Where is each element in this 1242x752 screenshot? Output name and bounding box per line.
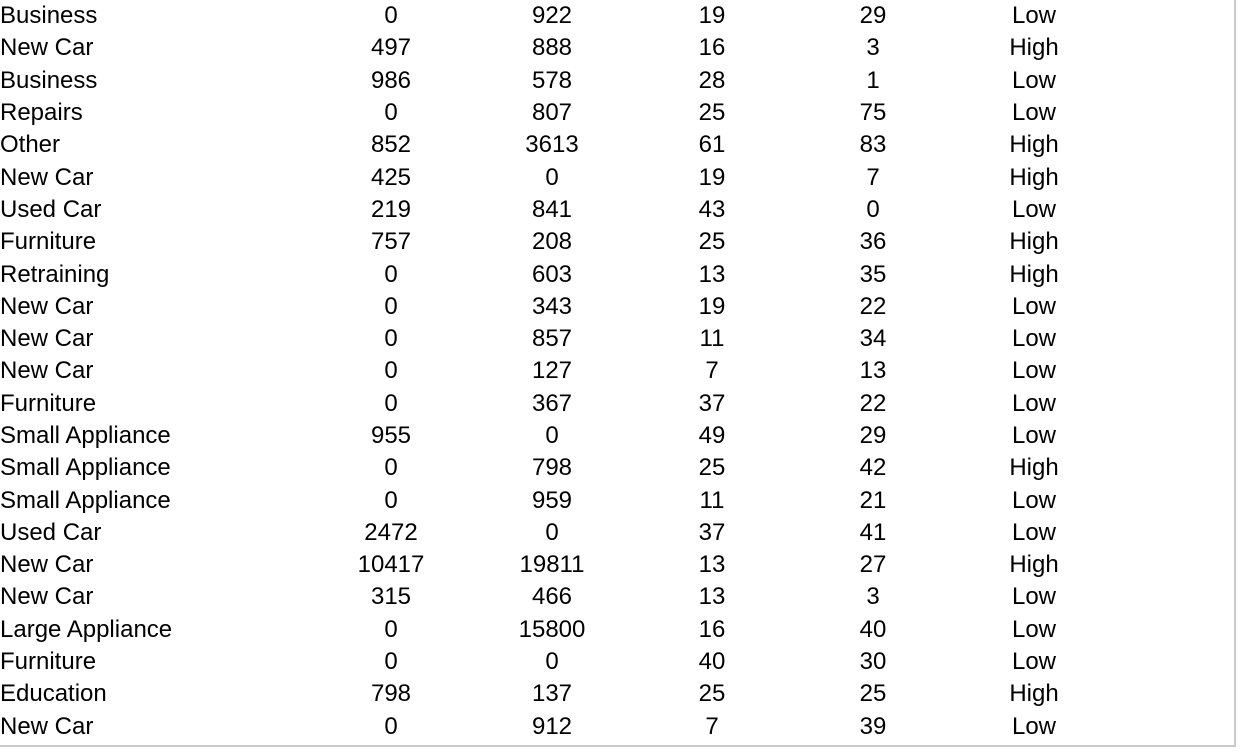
cell-value-3[interactable]: 7 [705,712,719,740]
cell-value-3[interactable]: 37 [698,389,726,417]
cell-purpose[interactable]: Business [0,2,98,30]
cell-value-3[interactable]: 19 [698,2,726,30]
table-row [0,355,1114,387]
cell-value-1[interactable]: 852 [370,131,412,159]
cell-value-1[interactable]: 986 [370,66,412,94]
cell-value-2[interactable]: 888 [531,34,573,62]
cell-value-1[interactable]: 955 [370,422,412,449]
cell-value-4[interactable]: 42 [859,454,887,482]
cell-value-2[interactable]: 912 [531,712,573,740]
cell-value-3[interactable]: 61 [698,131,726,159]
cell-risk[interactable]: High [1009,163,1059,191]
cell-value-1[interactable]: 798 [370,680,412,708]
cell-value-4[interactable]: 40 [859,615,887,643]
cell-value-4[interactable]: 7 [866,163,880,191]
cell-value-1[interactable]: 425 [370,163,412,191]
table-row [0,226,1114,258]
cell-value-2[interactable]: 603 [531,260,573,288]
cell-value-2[interactable]: 367 [531,389,573,417]
table-row [0,0,1114,32]
table-row [0,258,1114,290]
cell-purpose[interactable]: New Car [0,551,94,579]
cell-purpose[interactable]: New Car [0,292,94,320]
cell-value-4[interactable]: 30 [859,648,887,676]
table-row [0,517,1114,549]
table-row [0,194,1114,226]
table-row [0,420,1114,452]
cell-risk[interactable]: Low [1011,583,1057,611]
cell-value-4[interactable]: 39 [859,712,887,740]
cell-value-4[interactable]: 36 [859,228,887,256]
table-row [0,484,1114,516]
cell-value-2[interactable]: 578 [531,66,573,94]
cell-purpose[interactable]: Used Car [0,518,102,546]
cell-value-3[interactable]: 7 [705,357,719,385]
cell-value-3[interactable]: 37 [698,518,726,546]
cell-value-3[interactable]: 40 [698,648,726,676]
table-row [0,65,1114,97]
cell-value-3[interactable]: 11 [699,486,725,514]
cell-value-2[interactable]: 0 [545,163,559,191]
cell-value-4[interactable]: 27 [859,551,887,579]
cell-value-1[interactable]: 315 [370,583,412,611]
cell-value-2[interactable]: 798 [531,454,573,482]
table-row [0,32,1114,64]
cell-value-3[interactable]: 16 [698,34,726,62]
cell-purpose[interactable]: Large Appliance [0,615,173,643]
cell-risk[interactable]: High [1009,228,1059,256]
cell-value-3[interactable]: 25 [698,99,726,127]
cell-purpose[interactable]: New Car [0,163,94,191]
cell-value-2[interactable]: 807 [531,99,573,127]
cell-value-1[interactable]: 0 [384,648,398,676]
cell-value-3[interactable]: 28 [698,66,726,94]
cell-value-2[interactable]: 466 [531,583,573,611]
cell-purpose[interactable]: Furniture [0,228,97,256]
cell-value-2[interactable]: 137 [531,680,573,708]
cell-purpose[interactable]: Business [0,66,98,94]
cell-value-4[interactable]: 75 [859,99,887,127]
cell-purpose[interactable]: Furniture [0,648,97,676]
cell-value-2[interactable]: 841 [531,195,573,223]
table-row [0,678,1114,710]
cell-risk[interactable]: Low [1011,357,1057,385]
cell-value-1[interactable]: 219 [370,195,412,223]
cell-purpose[interactable]: Small Appliance [0,422,171,449]
cell-risk[interactable]: Low [1011,615,1057,643]
table-row [0,549,1114,581]
cell-value-1[interactable]: 0 [384,260,398,288]
cell-value-2[interactable]: 3613 [525,131,579,159]
cell-risk[interactable]: High [1009,454,1059,482]
cell-value-3[interactable]: 19 [698,163,726,191]
cell-purpose[interactable]: Retraining [0,260,110,288]
cell-value-1[interactable]: 757 [370,228,412,256]
cell-value-2[interactable]: 922 [531,2,573,30]
cell-purpose[interactable]: Furniture [0,389,97,417]
cell-value-1[interactable]: 0 [384,486,398,514]
table-row [0,711,1114,743]
cell-purpose[interactable]: Repairs [0,99,83,127]
cell-risk[interactable]: Low [1011,389,1057,417]
cell-value-3[interactable]: 43 [698,195,726,223]
table-row [0,161,1114,193]
cell-risk[interactable]: Low [1011,2,1057,30]
cell-risk[interactable]: High [1009,551,1059,579]
cell-value-3[interactable]: 25 [698,454,726,482]
cell-risk[interactable]: High [1009,260,1059,288]
cell-purpose[interactable]: Small Appliance [0,454,171,482]
table-row [0,97,1114,129]
cell-purpose[interactable]: Small Appliance [0,486,171,514]
table-row [0,581,1114,613]
cell-value-4[interactable]: 0 [866,195,880,223]
cell-value-4[interactable]: 29 [859,2,887,30]
cell-risk[interactable]: Low [1011,195,1057,223]
table-row [0,323,1114,355]
cell-value-1[interactable]: 0 [384,357,398,385]
cell-purpose[interactable]: New Car [0,325,94,353]
cell-value-3[interactable]: 19 [698,292,726,320]
cell-value-1[interactable]: 0 [384,292,398,320]
table-row [0,291,1114,323]
cell-value-1[interactable]: 497 [370,34,412,62]
cell-value-1[interactable]: 2472 [364,518,418,546]
cell-value-4[interactable]: 25 [859,680,887,708]
table-row [0,646,1114,678]
cell-value-1[interactable]: 0 [384,99,398,127]
cell-purpose[interactable]: Used Car [0,195,102,223]
cell-value-1[interactable]: 0 [384,712,398,740]
table-row [0,129,1114,161]
cell-risk[interactable]: Low [1011,99,1057,127]
cell-value-3[interactable]: 13 [698,260,726,288]
cell-value-2[interactable]: 127 [531,357,573,385]
cell-value-3[interactable]: 16 [698,615,726,643]
table-row [0,614,1114,646]
cell-risk[interactable]: Low [1011,518,1057,546]
cell-value-4[interactable]: 35 [859,260,887,288]
cell-value-2[interactable]: 857 [531,325,573,353]
cell-value-3[interactable]: 49 [698,422,726,449]
cell-value-1[interactable]: 0 [384,389,398,417]
cell-risk[interactable]: High [1009,131,1059,159]
cell-value-3[interactable]: 11 [699,325,725,353]
cell-value-1[interactable]: 0 [384,454,398,482]
cell-value-3[interactable]: 13 [698,583,726,611]
cell-value-2[interactable]: 0 [545,518,559,546]
cell-value-4[interactable]: 13 [859,357,887,385]
table-row [0,452,1114,484]
cell-value-4[interactable]: 1 [866,66,880,94]
cell-value-4[interactable]: 41 [859,518,887,546]
cell-value-2[interactable]: 343 [531,292,573,320]
cell-value-4[interactable]: 21 [859,486,887,514]
cell-risk[interactable]: Low [1011,486,1057,514]
cell-risk[interactable]: Low [1011,292,1057,320]
cell-value-2[interactable]: 208 [531,228,573,256]
table-row [0,388,1114,420]
cell-purpose[interactable]: New Car [0,583,94,611]
cell-value-3[interactable]: 25 [698,680,726,708]
cell-value-4[interactable]: 3 [866,583,880,611]
cell-value-4[interactable]: 3 [866,34,880,62]
cell-value-4[interactable]: 22 [859,389,887,417]
cell-value-4[interactable]: 22 [859,292,887,320]
cell-value-1[interactable]: 10417 [357,551,425,579]
cell-risk[interactable]: High [1009,680,1059,708]
cell-value-3[interactable]: 25 [698,228,726,256]
cell-risk[interactable]: Low [1011,422,1057,449]
cell-purpose[interactable]: Other [0,131,61,159]
cell-risk[interactable]: Low [1011,648,1057,676]
cell-value-1[interactable]: 0 [384,615,398,643]
cell-value-2[interactable]: 959 [531,486,573,514]
cell-purpose[interactable]: New Car [0,712,94,740]
cell-value-2[interactable]: 19811 [519,551,585,579]
cell-risk[interactable]: Low [1011,712,1057,740]
cell-value-2[interactable]: 15800 [518,615,586,643]
cell-purpose[interactable]: New Car [0,34,94,62]
cell-value-4[interactable]: 83 [859,131,887,159]
cell-risk[interactable]: High [1009,34,1059,62]
cell-value-3[interactable]: 13 [698,551,726,579]
cell-value-1[interactable]: 0 [384,2,398,30]
cell-value-4[interactable]: 34 [859,325,887,353]
cell-value-4[interactable]: 29 [859,422,887,449]
cell-risk[interactable]: Low [1011,325,1057,353]
cell-value-2[interactable]: 0 [545,648,559,676]
cell-purpose[interactable]: New Car [0,357,94,385]
cell-purpose[interactable]: Education [0,680,107,708]
cell-value-2[interactable]: 0 [545,422,559,449]
cell-value-1[interactable]: 0 [384,325,398,353]
cell-risk[interactable]: Low [1011,66,1057,94]
